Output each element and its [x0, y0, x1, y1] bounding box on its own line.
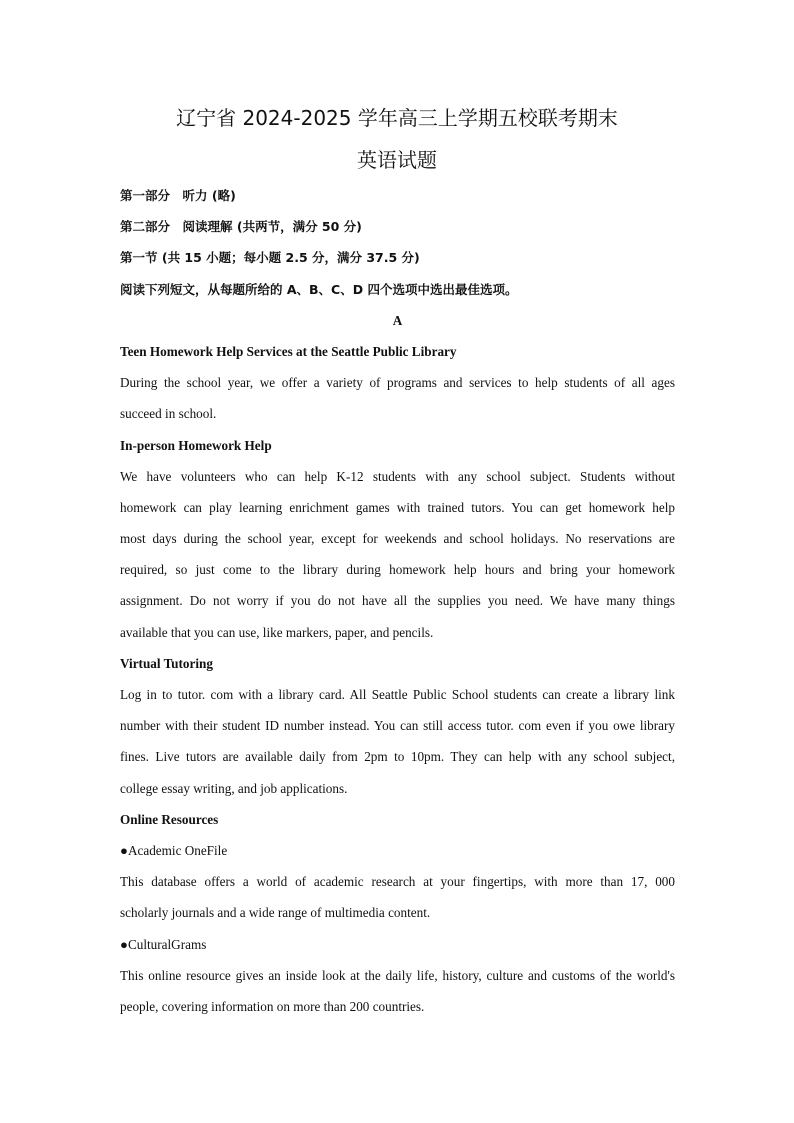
- paragraph-line: assignment. Do not worry if you do not have all the supplies you need. We have many things: [120, 593, 675, 609]
- paragraph-line: required, so just come to the library during homework help hours and bring your homework: [120, 562, 675, 578]
- paragraph-line: people, covering information on more than 200 countries.: [120, 998, 425, 1014]
- paragraph-line: college essay writing, and job applications.: [120, 780, 348, 796]
- resource-name: ●CulturalGrams: [120, 936, 207, 952]
- section-heading-in-person: In-person Homework Help: [120, 437, 272, 453]
- paragraph-line: scholarly journals and a wide range of multimedia content.: [120, 905, 431, 921]
- paragraph-line: fines. Live tutors are available daily from 2pm to 10pm. They can help with any school subject,: [120, 749, 675, 765]
- passage-label: A: [392, 312, 403, 328]
- passage-title: Teen Homework Help Services at the Seattle Public Library: [120, 343, 457, 359]
- exam-title: 辽宁省 2024-2025 学年高三上学期五校联考期末: [176, 106, 618, 130]
- paragraph-line: homework can play learning enrichment games with trained tutors. You can get homework help: [120, 499, 675, 515]
- part-one-heading: 第一部分 听力 (略): [120, 188, 236, 203]
- exam-body: [120, 180, 675, 1022]
- paragraph-line: This database offers a world of academic research at your fingertips, with more than 17, 000: [120, 874, 675, 890]
- section-heading-online: Online Resources: [120, 811, 219, 827]
- part-two-heading: 第二部分 阅读理解 (共两节，满分 50 分): [120, 219, 362, 235]
- section-one-heading: 第一节 (共 15 小题；每小题 2.5 分，满分 37.5 分): [120, 250, 420, 266]
- exam-subtitle: 英语试题: [357, 148, 437, 172]
- paragraph-line: available that you can use, like markers, paper, and pencils.: [120, 624, 434, 640]
- paragraph-line: number with their student ID number instead. You can still access tutor. com even if you owe library: [120, 718, 675, 734]
- paragraph-line: We have volunteers who can help K-12 students with any school subject. Students without: [120, 468, 675, 484]
- section-heading-virtual: Virtual Tutoring: [120, 655, 213, 671]
- resource-name: ●Academic OneFile: [120, 842, 228, 858]
- intro-line: succeed in school.: [120, 406, 217, 422]
- paragraph-line: This online resource gives an inside look at the daily life, history, culture and customs of the world's: [120, 967, 675, 983]
- paragraph-line: Log in to tutor. com with a library card. All Seattle Public School students can create a library link: [120, 687, 675, 702]
- intro-line: During the school year, we offer a variety of programs and services to help students of all ages: [120, 375, 675, 391]
- paragraph-line: most days during the school year, except for weekends and school holidays. No reservations are: [120, 531, 675, 547]
- reading-instruction: 阅读下列短文，从每题所给的 A、B、C、D 四个选项中选出最佳选项。: [120, 281, 518, 297]
